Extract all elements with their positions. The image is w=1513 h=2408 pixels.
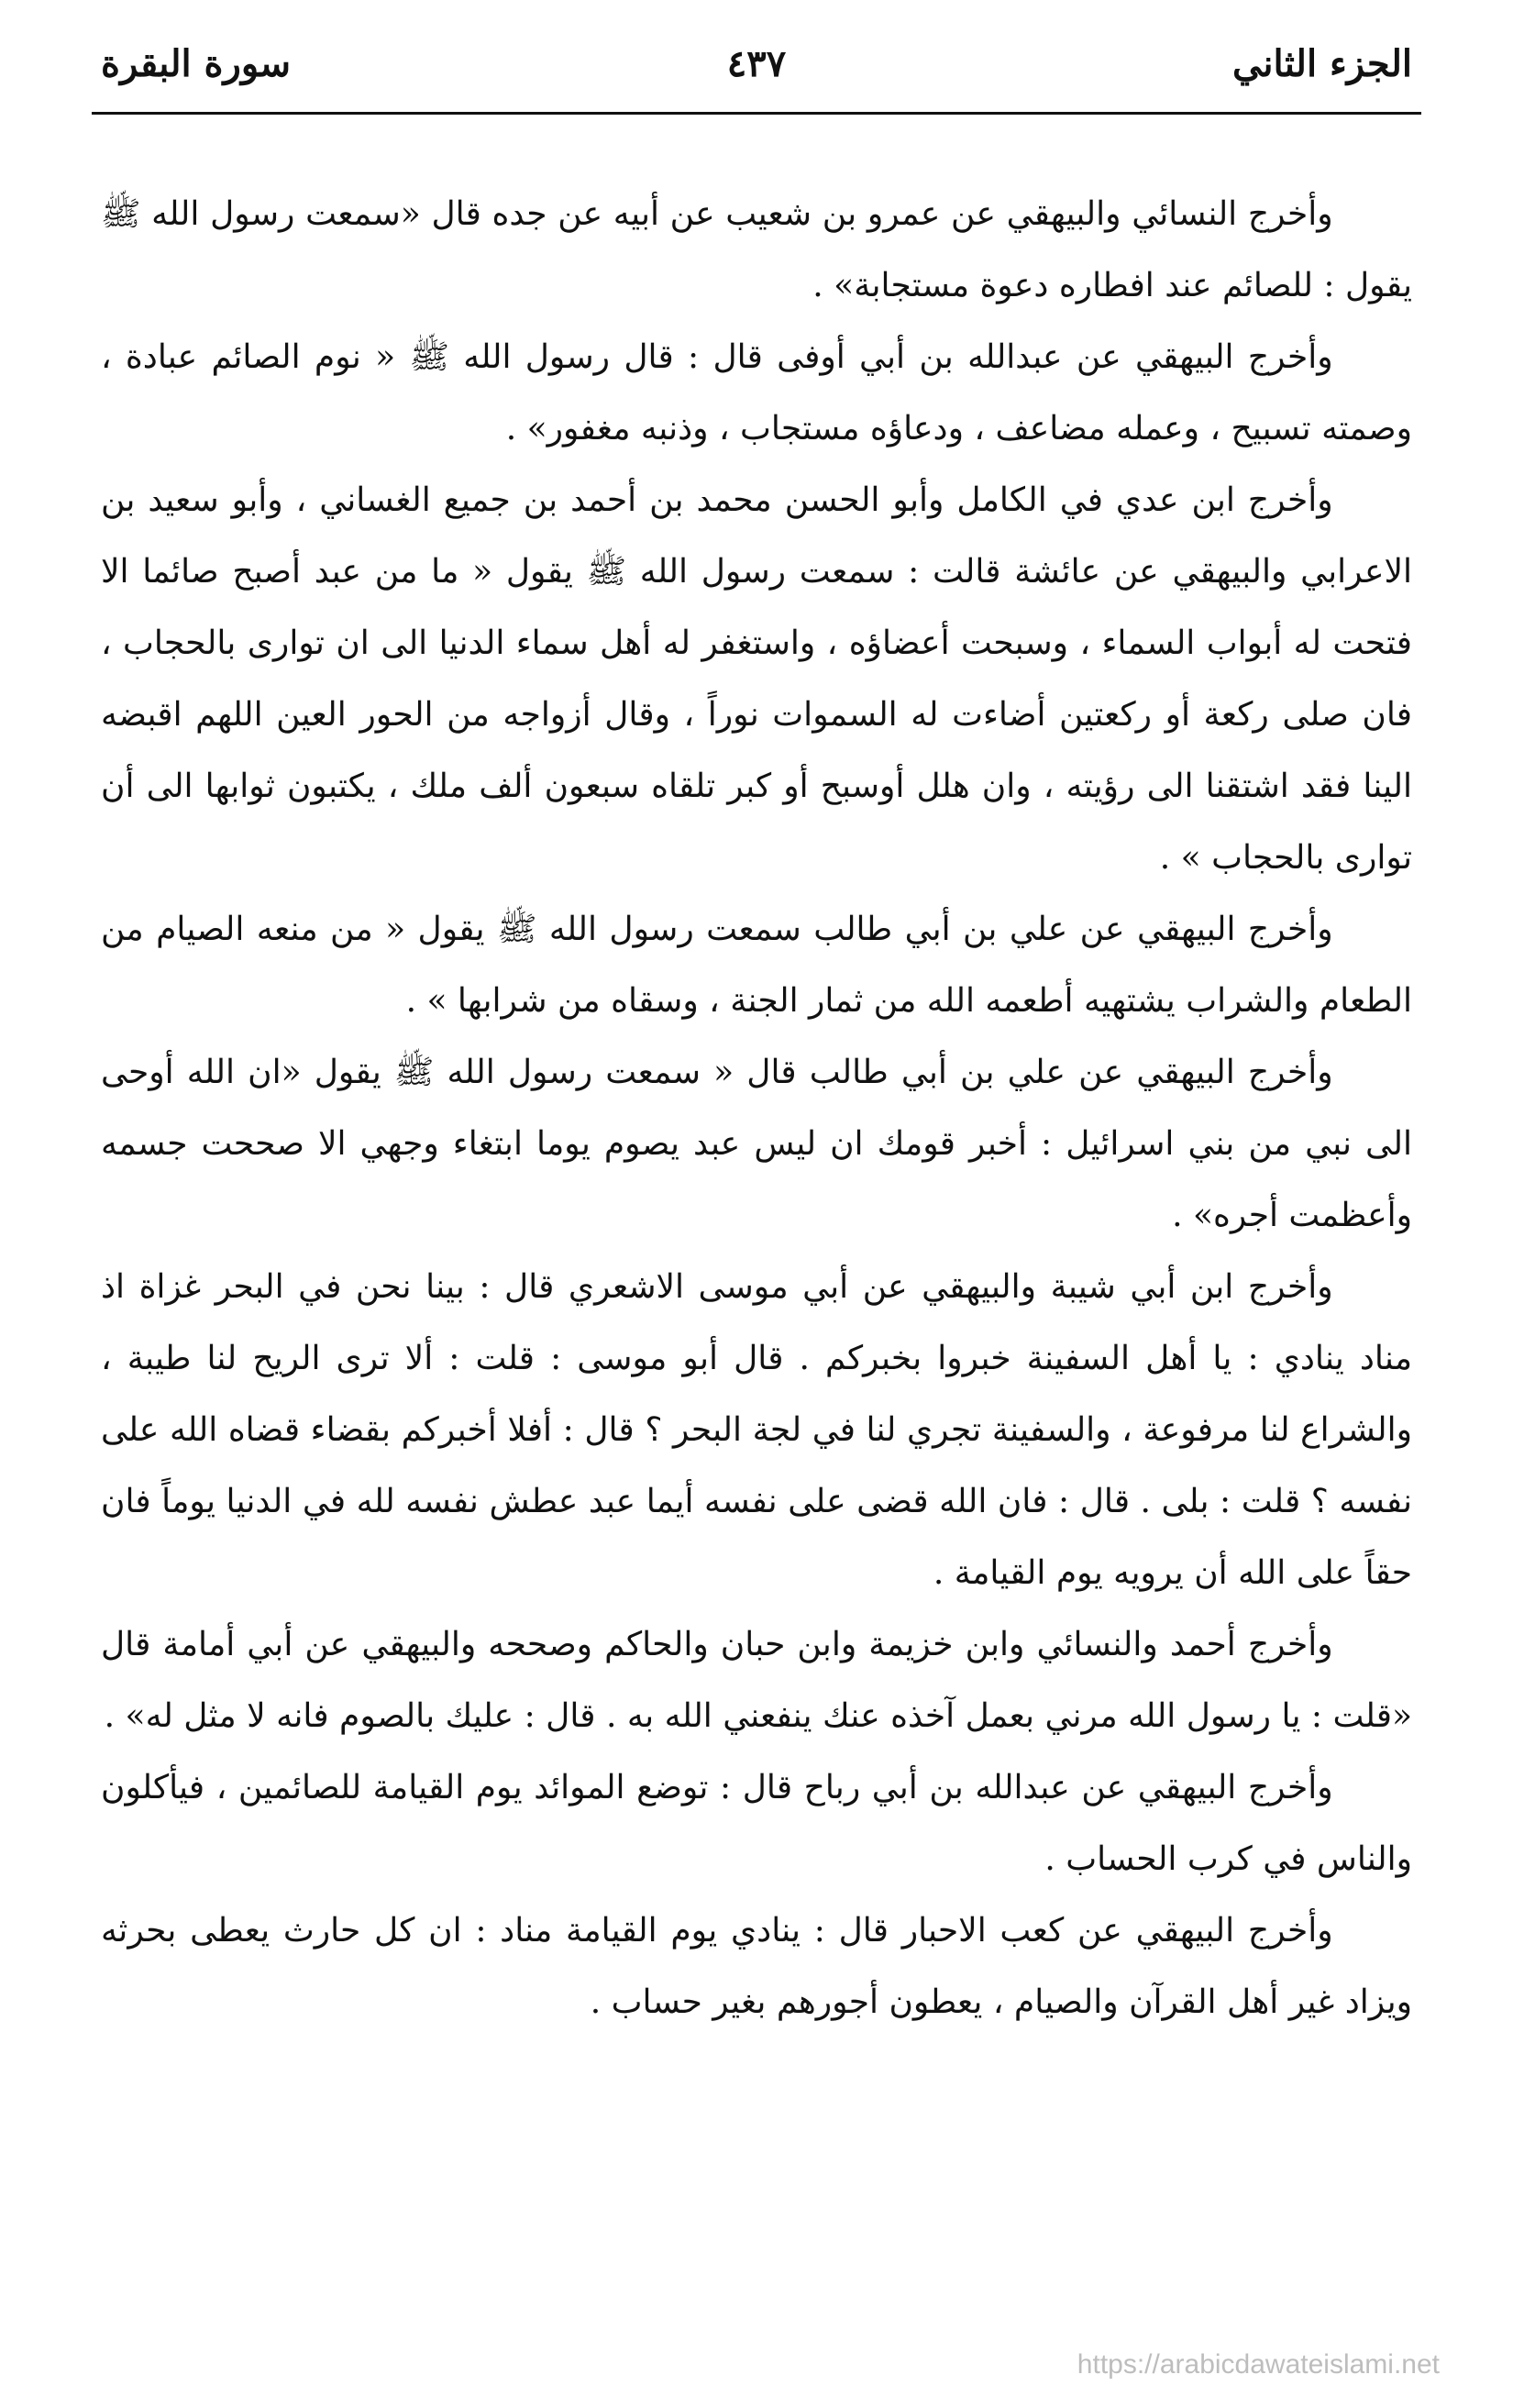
part-label: الجزء الثاني: [1232, 42, 1412, 85]
paragraph-1: وأخرج النسائي والبيهقي عن عمرو بن شعيب عن أبيه عن جده قال «سمعت رسول الله ﷺ يقول : للصائم عند افطاره دعوة مستجابة» .: [101, 195, 1412, 304]
paragraph-4: وأخرج البيهقي عن علي بن أبي طالب سمعت رسول الله ﷺ يقول « من منعه الصيام من الطعام والشراب يشتهيه أطعمه الله من ثمار الجنة ، وسقاه من شرابها » .: [101, 911, 1412, 1020]
page-header: [101, 42, 1412, 106]
page-number: ٤٣٧: [726, 42, 787, 85]
surah-label: سورة البقرة: [101, 42, 292, 85]
paragraph-9: وأخرج البيهقي عن كعب الاحبار قال : ينادي يوم القيامة مناد : ان كل حارث يعطى بحرثه ويزاد غير أهل القرآن والصيام ، يعطون أجورهم بغير حساب .: [101, 1912, 1412, 2021]
page-body: [101, 179, 1412, 2038]
watermark-url: https://arabicdawateislami.net: [1077, 2349, 1440, 2380]
paragraph-5: وأخرج البيهقي عن علي بن أبي طالب قال « سمعت رسول الله ﷺ يقول «ان الله أوحى الى نبي من بني اسرائيل : أخبر قومك ان ليس عبد يصوم يوما ابتغاء وجهي الا صححت جسمه وأعظمت أجره» .: [101, 1054, 1412, 1234]
paragraph-7: وأخرج أحمد والنسائي وابن خزيمة وابن حبان والحاكم وصححه والبيهقي عن أبي أمامة قال «قلت : يا رسول الله مرني بعمل آخذه عنك ينفعني الله به . قال : عليك بالصوم فانه لا مثل له» .: [101, 1626, 1412, 1735]
paragraph-3: وأخرج ابن عدي في الكامل وأبو الحسن محمد بن أحمد بن جميع الغساني ، وأبو سعيد بن الاعرابي والبيهقي عن عائشة قالت : سمعت رسول الله ﷺ يقول « ما من عبد أصبح صائما الا فتحت له أبواب السماء ، وسبحت أعضاؤه ، واستغفر له أهل سماء الدنيا الى ان توارى بالحجاب ، فان صلى ركعة أو ركعتين أضاءت له السموات نوراً ، وقال أزواجه من الحور العين اللهم اقبضه الينا فقد اشتقنا الى رؤيته ، وان هلل أوسبح أو كبر تلقاه سبعون ألف ملك ، يكتبون ثوابها الى أن توارى بالحجاب » .: [101, 481, 1412, 877]
header-rule: [92, 112, 1421, 115]
paragraph-8: وأخرج البيهقي عن عبدالله بن أبي رباح قال : توضع الموائد يوم القيامة للصائمين ، فيأكلون والناس في كرب الحساب .: [101, 1769, 1412, 1878]
paragraph-2: وأخرج البيهقي عن عبدالله بن أبي أوفى قال : قال رسول الله ﷺ « نوم الصائم عبادة ، وصمته تسبيح ، وعمله مضاعف ، ودعاؤه مستجاب ، وذنبه مغفور» .: [101, 338, 1412, 447]
paragraph-6: وأخرج ابن أبي شيبة والبيهقي عن أبي موسى الاشعري قال : بينا نحن في البحر غزاة اذ مناد ينادي : يا أهل السفينة خبروا بخبركم . قال أبو موسى : قلت : ألا ترى الريح لنا طيبة ، والشراع لنا مرفوعة ، والسفينة تجري لنا في لجة البحر ؟ قال : أفلا أخبركم بقضاء قضاه الله على نفسه ؟ قلت : بلى . قال : فان الله قضى على نفسه أيما عبد عطش نفسه لله في الدنيا يوماً فان حقاً على الله أن يرويه يوم القيامة .: [101, 1268, 1412, 1592]
